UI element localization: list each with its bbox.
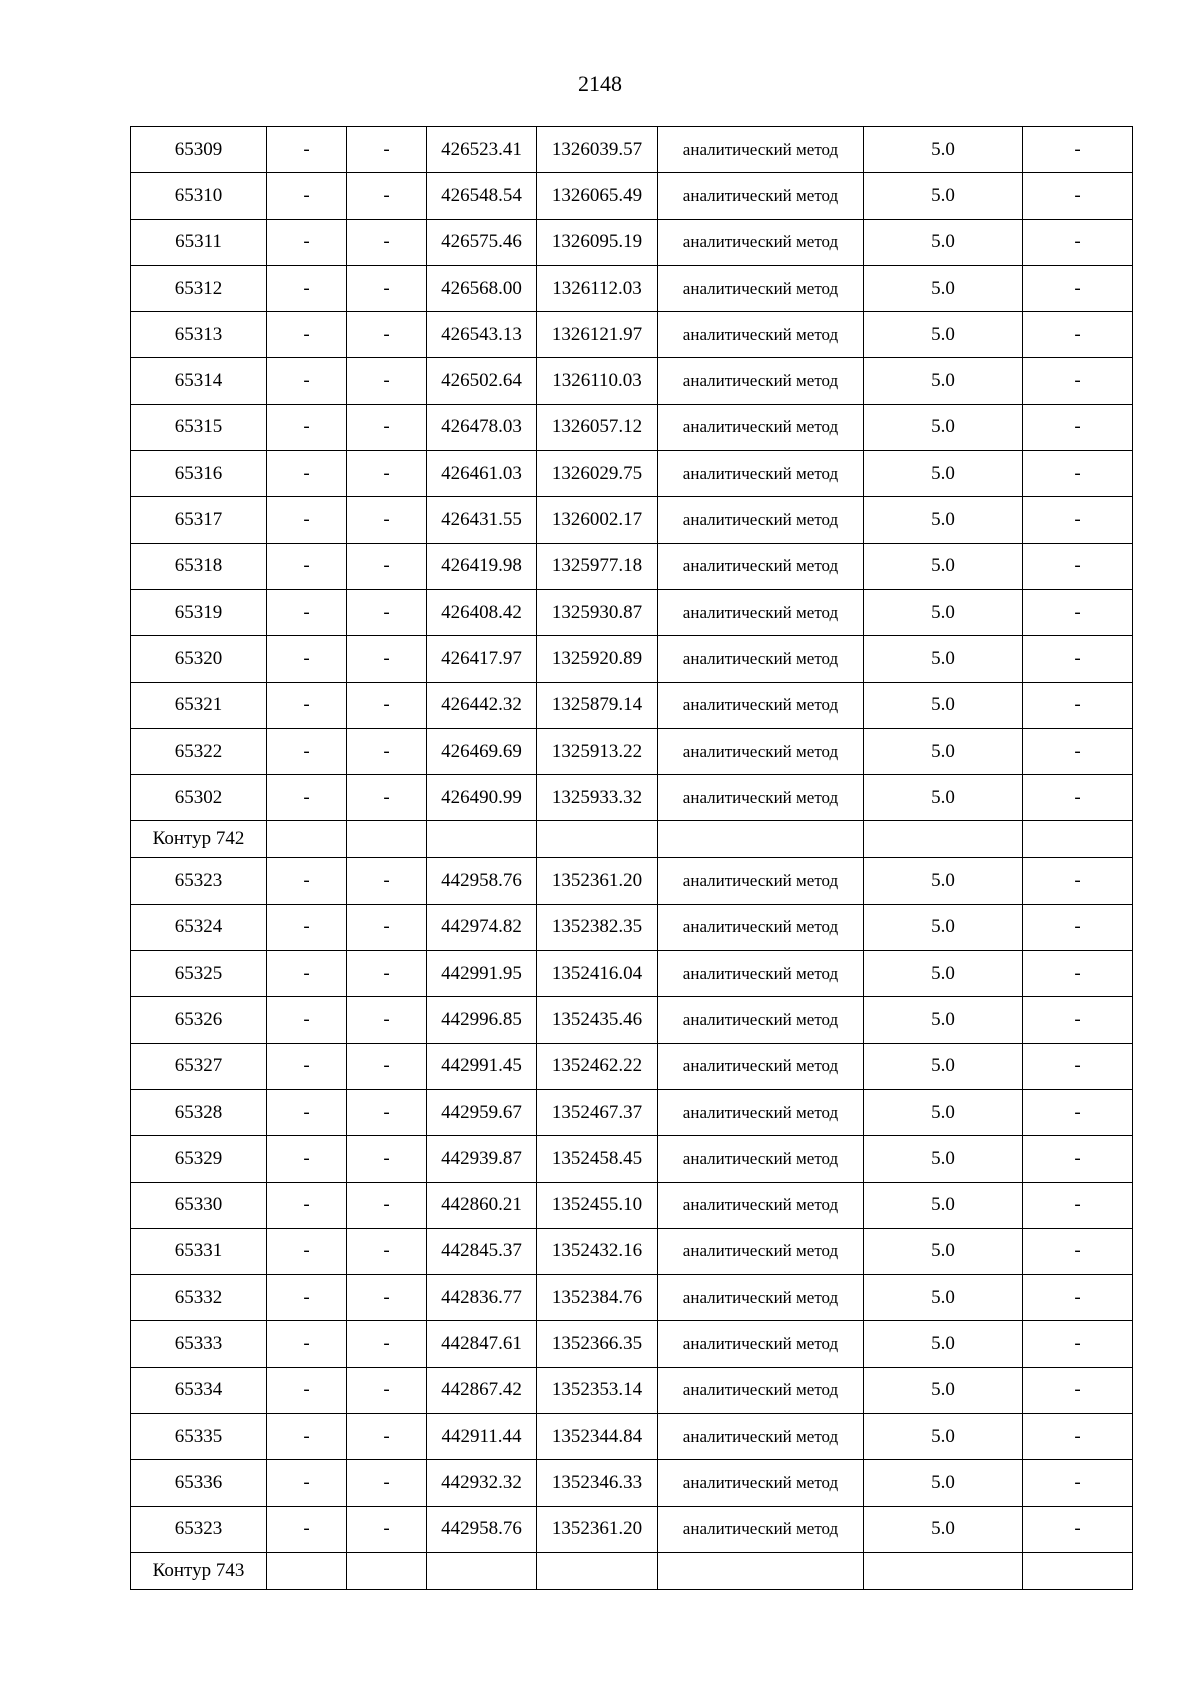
precision-cell: 5.0 bbox=[864, 904, 1023, 950]
point-number-cell: 65332 bbox=[131, 1275, 267, 1321]
empty-dash-cell: - bbox=[1023, 404, 1133, 450]
y-coordinate-cell: 1352458.45 bbox=[537, 1136, 658, 1182]
empty-dash-cell: - bbox=[267, 1460, 347, 1506]
y-coordinate-cell: 1325977.18 bbox=[537, 543, 658, 589]
contour-header-row bbox=[131, 821, 1133, 858]
method-cell: аналитический метод bbox=[658, 497, 864, 543]
point-number-cell: 65335 bbox=[131, 1414, 267, 1460]
empty-cell bbox=[658, 821, 864, 858]
point-number-cell: 65336 bbox=[131, 1460, 267, 1506]
empty-dash-cell: - bbox=[267, 451, 347, 497]
empty-dash-cell: - bbox=[267, 265, 347, 311]
y-coordinate-cell: 1326065.49 bbox=[537, 173, 658, 219]
precision-cell: 5.0 bbox=[864, 997, 1023, 1043]
empty-dash-cell: - bbox=[1023, 1089, 1133, 1135]
contour-label: Контур 743 bbox=[131, 1552, 267, 1589]
table-row bbox=[131, 127, 1133, 173]
empty-dash-cell: - bbox=[347, 997, 427, 1043]
table-row bbox=[131, 497, 1133, 543]
method-cell: аналитический метод bbox=[658, 1228, 864, 1274]
method-cell: аналитический метод bbox=[658, 1506, 864, 1552]
method-cell: аналитический метод bbox=[658, 1089, 864, 1135]
y-coordinate-cell: 1352432.16 bbox=[537, 1228, 658, 1274]
x-coordinate-cell: 442860.21 bbox=[427, 1182, 537, 1228]
x-coordinate-cell: 442867.42 bbox=[427, 1367, 537, 1413]
precision-cell: 5.0 bbox=[864, 1460, 1023, 1506]
empty-dash-cell: - bbox=[267, 127, 347, 173]
empty-dash-cell: - bbox=[1023, 1367, 1133, 1413]
method-cell: аналитический метод bbox=[658, 1275, 864, 1321]
point-number-cell: 65331 bbox=[131, 1228, 267, 1274]
x-coordinate-cell: 442996.85 bbox=[427, 997, 537, 1043]
method-cell: аналитический метод bbox=[658, 904, 864, 950]
empty-cell bbox=[1023, 821, 1133, 858]
x-coordinate-cell: 426478.03 bbox=[427, 404, 537, 450]
precision-cell: 5.0 bbox=[864, 1043, 1023, 1089]
empty-cell bbox=[267, 821, 347, 858]
x-coordinate-cell: 426431.55 bbox=[427, 497, 537, 543]
empty-dash-cell: - bbox=[347, 1367, 427, 1413]
method-cell: аналитический метод bbox=[658, 858, 864, 904]
y-coordinate-cell: 1326110.03 bbox=[537, 358, 658, 404]
point-number-cell: 65325 bbox=[131, 951, 267, 997]
y-coordinate-cell: 1352455.10 bbox=[537, 1182, 658, 1228]
method-cell: аналитический метод bbox=[658, 775, 864, 821]
y-coordinate-cell: 1352344.84 bbox=[537, 1414, 658, 1460]
y-coordinate-cell: 1325913.22 bbox=[537, 728, 658, 774]
empty-dash-cell: - bbox=[1023, 1228, 1133, 1274]
empty-dash-cell: - bbox=[347, 497, 427, 543]
method-cell: аналитический метод bbox=[658, 451, 864, 497]
empty-cell bbox=[864, 821, 1023, 858]
precision-cell: 5.0 bbox=[864, 951, 1023, 997]
point-number-cell: 65310 bbox=[131, 173, 267, 219]
point-number-cell: 65315 bbox=[131, 404, 267, 450]
table-row bbox=[131, 404, 1133, 450]
empty-dash-cell: - bbox=[267, 589, 347, 635]
y-coordinate-cell: 1352384.76 bbox=[537, 1275, 658, 1321]
point-number-cell: 65326 bbox=[131, 997, 267, 1043]
y-coordinate-cell: 1352361.20 bbox=[537, 1506, 658, 1552]
table-row bbox=[131, 358, 1133, 404]
empty-dash-cell: - bbox=[267, 775, 347, 821]
precision-cell: 5.0 bbox=[864, 497, 1023, 543]
y-coordinate-cell: 1352435.46 bbox=[537, 997, 658, 1043]
table-row bbox=[131, 173, 1133, 219]
empty-dash-cell: - bbox=[347, 219, 427, 265]
empty-dash-cell: - bbox=[1023, 636, 1133, 682]
precision-cell: 5.0 bbox=[864, 1089, 1023, 1135]
y-coordinate-cell: 1352467.37 bbox=[537, 1089, 658, 1135]
precision-cell: 5.0 bbox=[864, 265, 1023, 311]
precision-cell: 5.0 bbox=[864, 682, 1023, 728]
table-row bbox=[131, 1089, 1133, 1135]
empty-dash-cell: - bbox=[267, 636, 347, 682]
point-number-cell: 65319 bbox=[131, 589, 267, 635]
empty-cell bbox=[537, 821, 658, 858]
empty-dash-cell: - bbox=[1023, 1506, 1133, 1552]
point-number-cell: 65322 bbox=[131, 728, 267, 774]
empty-dash-cell: - bbox=[267, 858, 347, 904]
x-coordinate-cell: 442845.37 bbox=[427, 1228, 537, 1274]
page-number: 2148 bbox=[578, 71, 622, 96]
empty-dash-cell: - bbox=[1023, 951, 1133, 997]
empty-cell bbox=[347, 821, 427, 858]
empty-dash-cell: - bbox=[1023, 1043, 1133, 1089]
empty-dash-cell: - bbox=[1023, 682, 1133, 728]
method-cell: аналитический метод bbox=[658, 312, 864, 358]
x-coordinate-cell: 426461.03 bbox=[427, 451, 537, 497]
empty-dash-cell: - bbox=[1023, 219, 1133, 265]
method-cell: аналитический метод bbox=[658, 358, 864, 404]
y-coordinate-cell: 1352382.35 bbox=[537, 904, 658, 950]
empty-dash-cell: - bbox=[267, 497, 347, 543]
x-coordinate-cell: 442991.95 bbox=[427, 951, 537, 997]
table-row bbox=[131, 451, 1133, 497]
empty-dash-cell: - bbox=[1023, 497, 1133, 543]
empty-cell bbox=[267, 1552, 347, 1589]
empty-dash-cell: - bbox=[347, 543, 427, 589]
empty-cell bbox=[427, 821, 537, 858]
empty-dash-cell: - bbox=[1023, 775, 1133, 821]
method-cell: аналитический метод bbox=[658, 682, 864, 728]
table-row bbox=[131, 1506, 1133, 1552]
table-row bbox=[131, 951, 1133, 997]
method-cell: аналитический метод bbox=[658, 1043, 864, 1089]
method-cell: аналитический метод bbox=[658, 173, 864, 219]
x-coordinate-cell: 426575.46 bbox=[427, 219, 537, 265]
y-coordinate-cell: 1325933.32 bbox=[537, 775, 658, 821]
contour-header-row bbox=[131, 1552, 1133, 1589]
empty-dash-cell: - bbox=[267, 1043, 347, 1089]
x-coordinate-cell: 442959.67 bbox=[427, 1089, 537, 1135]
method-cell: аналитический метод bbox=[658, 265, 864, 311]
empty-cell bbox=[537, 1552, 658, 1589]
point-number-cell: 65323 bbox=[131, 858, 267, 904]
empty-dash-cell: - bbox=[1023, 1321, 1133, 1367]
point-number-cell: 65324 bbox=[131, 904, 267, 950]
precision-cell: 5.0 bbox=[864, 219, 1023, 265]
empty-dash-cell: - bbox=[1023, 451, 1133, 497]
method-cell: аналитический метод bbox=[658, 219, 864, 265]
empty-dash-cell: - bbox=[267, 1089, 347, 1135]
y-coordinate-cell: 1325930.87 bbox=[537, 589, 658, 635]
empty-cell bbox=[427, 1552, 537, 1589]
empty-dash-cell: - bbox=[267, 404, 347, 450]
empty-dash-cell: - bbox=[347, 1275, 427, 1321]
x-coordinate-cell: 442932.32 bbox=[427, 1460, 537, 1506]
empty-dash-cell: - bbox=[267, 1506, 347, 1552]
method-cell: аналитический метод bbox=[658, 997, 864, 1043]
method-cell: аналитический метод bbox=[658, 1321, 864, 1367]
x-coordinate-cell: 426442.32 bbox=[427, 682, 537, 728]
precision-cell: 5.0 bbox=[864, 127, 1023, 173]
empty-dash-cell: - bbox=[1023, 127, 1133, 173]
precision-cell: 5.0 bbox=[864, 1506, 1023, 1552]
table-row bbox=[131, 589, 1133, 635]
empty-dash-cell: - bbox=[267, 682, 347, 728]
x-coordinate-cell: 426523.41 bbox=[427, 127, 537, 173]
point-number-cell: 65316 bbox=[131, 451, 267, 497]
empty-dash-cell: - bbox=[347, 127, 427, 173]
point-number-cell: 65333 bbox=[131, 1321, 267, 1367]
empty-dash-cell: - bbox=[1023, 173, 1133, 219]
method-cell: аналитический метод bbox=[658, 1367, 864, 1413]
empty-dash-cell: - bbox=[347, 1228, 427, 1274]
empty-cell bbox=[658, 1552, 864, 1589]
point-number-cell: 65317 bbox=[131, 497, 267, 543]
precision-cell: 5.0 bbox=[864, 1182, 1023, 1228]
y-coordinate-cell: 1325879.14 bbox=[537, 682, 658, 728]
x-coordinate-cell: 442974.82 bbox=[427, 904, 537, 950]
empty-dash-cell: - bbox=[347, 265, 427, 311]
point-number-cell: 65311 bbox=[131, 219, 267, 265]
empty-dash-cell: - bbox=[347, 1321, 427, 1367]
point-number-cell: 65320 bbox=[131, 636, 267, 682]
empty-cell bbox=[347, 1552, 427, 1589]
precision-cell: 5.0 bbox=[864, 543, 1023, 589]
table-row bbox=[131, 1043, 1133, 1089]
table-row bbox=[131, 728, 1133, 774]
empty-cell bbox=[1023, 1552, 1133, 1589]
table-row bbox=[131, 1367, 1133, 1413]
table-row bbox=[131, 997, 1133, 1043]
empty-dash-cell: - bbox=[267, 997, 347, 1043]
y-coordinate-cell: 1352346.33 bbox=[537, 1460, 658, 1506]
empty-dash-cell: - bbox=[1023, 312, 1133, 358]
empty-dash-cell: - bbox=[1023, 1275, 1133, 1321]
empty-dash-cell: - bbox=[1023, 265, 1133, 311]
x-coordinate-cell: 426548.54 bbox=[427, 173, 537, 219]
precision-cell: 5.0 bbox=[864, 1228, 1023, 1274]
empty-dash-cell: - bbox=[347, 589, 427, 635]
empty-dash-cell: - bbox=[1023, 543, 1133, 589]
method-cell: аналитический метод bbox=[658, 404, 864, 450]
precision-cell: 5.0 bbox=[864, 1275, 1023, 1321]
y-coordinate-cell: 1325920.89 bbox=[537, 636, 658, 682]
precision-cell: 5.0 bbox=[864, 358, 1023, 404]
empty-dash-cell: - bbox=[1023, 589, 1133, 635]
x-coordinate-cell: 442911.44 bbox=[427, 1414, 537, 1460]
method-cell: аналитический метод bbox=[658, 728, 864, 774]
y-coordinate-cell: 1326039.57 bbox=[537, 127, 658, 173]
point-number-cell: 65312 bbox=[131, 265, 267, 311]
method-cell: аналитический метод bbox=[658, 127, 864, 173]
empty-dash-cell: - bbox=[1023, 904, 1133, 950]
empty-dash-cell: - bbox=[347, 1089, 427, 1135]
point-number-cell: 65330 bbox=[131, 1182, 267, 1228]
y-coordinate-cell: 1352366.35 bbox=[537, 1321, 658, 1367]
precision-cell: 5.0 bbox=[864, 1136, 1023, 1182]
x-coordinate-cell: 442991.45 bbox=[427, 1043, 537, 1089]
empty-dash-cell: - bbox=[1023, 1182, 1133, 1228]
empty-dash-cell: - bbox=[267, 219, 347, 265]
y-coordinate-cell: 1352416.04 bbox=[537, 951, 658, 997]
table-row bbox=[131, 1136, 1133, 1182]
table-row bbox=[131, 1228, 1133, 1274]
x-coordinate-cell: 426417.97 bbox=[427, 636, 537, 682]
y-coordinate-cell: 1326057.12 bbox=[537, 404, 658, 450]
empty-dash-cell: - bbox=[267, 1228, 347, 1274]
x-coordinate-cell: 426408.42 bbox=[427, 589, 537, 635]
x-coordinate-cell: 426419.98 bbox=[427, 543, 537, 589]
y-coordinate-cell: 1352353.14 bbox=[537, 1367, 658, 1413]
empty-dash-cell: - bbox=[347, 312, 427, 358]
x-coordinate-cell: 426490.99 bbox=[427, 775, 537, 821]
point-number-cell: 65302 bbox=[131, 775, 267, 821]
x-coordinate-cell: 442958.76 bbox=[427, 858, 537, 904]
method-cell: аналитический метод bbox=[658, 543, 864, 589]
empty-dash-cell: - bbox=[267, 1414, 347, 1460]
x-coordinate-cell: 426502.64 bbox=[427, 358, 537, 404]
precision-cell: 5.0 bbox=[864, 1367, 1023, 1413]
table-row bbox=[131, 775, 1133, 821]
x-coordinate-cell: 426469.69 bbox=[427, 728, 537, 774]
point-number-cell: 65313 bbox=[131, 312, 267, 358]
table-row bbox=[131, 858, 1133, 904]
precision-cell: 5.0 bbox=[864, 858, 1023, 904]
empty-dash-cell: - bbox=[267, 1321, 347, 1367]
table-row bbox=[131, 682, 1133, 728]
empty-dash-cell: - bbox=[267, 1367, 347, 1413]
table-row bbox=[131, 636, 1133, 682]
x-coordinate-cell: 442836.77 bbox=[427, 1275, 537, 1321]
y-coordinate-cell: 1326002.17 bbox=[537, 497, 658, 543]
y-coordinate-cell: 1326095.19 bbox=[537, 219, 658, 265]
precision-cell: 5.0 bbox=[864, 775, 1023, 821]
y-coordinate-cell: 1326029.75 bbox=[537, 451, 658, 497]
empty-dash-cell: - bbox=[347, 1506, 427, 1552]
method-cell: аналитический метод bbox=[658, 1136, 864, 1182]
empty-dash-cell: - bbox=[347, 1414, 427, 1460]
table-row bbox=[131, 1414, 1133, 1460]
y-coordinate-cell: 1352462.22 bbox=[537, 1043, 658, 1089]
empty-dash-cell: - bbox=[267, 728, 347, 774]
point-number-cell: 65314 bbox=[131, 358, 267, 404]
empty-dash-cell: - bbox=[347, 1043, 427, 1089]
method-cell: аналитический метод bbox=[658, 1460, 864, 1506]
table-body bbox=[131, 127, 1133, 1590]
y-coordinate-cell: 1352361.20 bbox=[537, 858, 658, 904]
table-row bbox=[131, 1182, 1133, 1228]
precision-cell: 5.0 bbox=[864, 173, 1023, 219]
point-number-cell: 65327 bbox=[131, 1043, 267, 1089]
empty-dash-cell: - bbox=[347, 682, 427, 728]
x-coordinate-cell: 426543.13 bbox=[427, 312, 537, 358]
table-row bbox=[131, 543, 1133, 589]
empty-dash-cell: - bbox=[1023, 1414, 1133, 1460]
empty-dash-cell: - bbox=[267, 1182, 347, 1228]
precision-cell: 5.0 bbox=[864, 451, 1023, 497]
empty-dash-cell: - bbox=[347, 1182, 427, 1228]
precision-cell: 5.0 bbox=[864, 728, 1023, 774]
precision-cell: 5.0 bbox=[864, 1321, 1023, 1367]
method-cell: аналитический метод bbox=[658, 1182, 864, 1228]
method-cell: аналитический метод bbox=[658, 636, 864, 682]
empty-dash-cell: - bbox=[1023, 358, 1133, 404]
empty-dash-cell: - bbox=[267, 173, 347, 219]
method-cell: аналитический метод bbox=[658, 1414, 864, 1460]
table-row bbox=[131, 312, 1133, 358]
y-coordinate-cell: 1326112.03 bbox=[537, 265, 658, 311]
empty-dash-cell: - bbox=[347, 1460, 427, 1506]
empty-dash-cell: - bbox=[267, 1275, 347, 1321]
empty-dash-cell: - bbox=[1023, 1460, 1133, 1506]
empty-dash-cell: - bbox=[347, 775, 427, 821]
contour-label: Контур 742 bbox=[131, 821, 267, 858]
precision-cell: 5.0 bbox=[864, 636, 1023, 682]
empty-dash-cell: - bbox=[347, 858, 427, 904]
empty-dash-cell: - bbox=[347, 1136, 427, 1182]
empty-dash-cell: - bbox=[267, 904, 347, 950]
x-coordinate-cell: 442958.76 bbox=[427, 1506, 537, 1552]
table-row bbox=[131, 1321, 1133, 1367]
empty-dash-cell: - bbox=[267, 543, 347, 589]
empty-dash-cell: - bbox=[267, 1136, 347, 1182]
x-coordinate-cell: 426568.00 bbox=[427, 265, 537, 311]
empty-dash-cell: - bbox=[347, 451, 427, 497]
method-cell: аналитический метод bbox=[658, 951, 864, 997]
empty-cell bbox=[864, 1552, 1023, 1589]
coordinates-table bbox=[130, 126, 1133, 1590]
precision-cell: 5.0 bbox=[864, 312, 1023, 358]
point-number-cell: 65328 bbox=[131, 1089, 267, 1135]
precision-cell: 5.0 bbox=[864, 589, 1023, 635]
empty-dash-cell: - bbox=[1023, 1136, 1133, 1182]
y-coordinate-cell: 1326121.97 bbox=[537, 312, 658, 358]
table-row bbox=[131, 1275, 1133, 1321]
empty-dash-cell: - bbox=[1023, 997, 1133, 1043]
empty-dash-cell: - bbox=[267, 312, 347, 358]
empty-dash-cell: - bbox=[347, 636, 427, 682]
empty-dash-cell: - bbox=[347, 728, 427, 774]
point-number-cell: 65329 bbox=[131, 1136, 267, 1182]
precision-cell: 5.0 bbox=[864, 404, 1023, 450]
point-number-cell: 65318 bbox=[131, 543, 267, 589]
x-coordinate-cell: 442939.87 bbox=[427, 1136, 537, 1182]
precision-cell: 5.0 bbox=[864, 1414, 1023, 1460]
empty-dash-cell: - bbox=[347, 173, 427, 219]
point-number-cell: 65309 bbox=[131, 127, 267, 173]
point-number-cell: 65323 bbox=[131, 1506, 267, 1552]
empty-dash-cell: - bbox=[347, 904, 427, 950]
point-number-cell: 65321 bbox=[131, 682, 267, 728]
empty-dash-cell: - bbox=[347, 358, 427, 404]
table-row bbox=[131, 219, 1133, 265]
table-row bbox=[131, 265, 1133, 311]
empty-dash-cell: - bbox=[347, 951, 427, 997]
empty-dash-cell: - bbox=[267, 951, 347, 997]
table-row bbox=[131, 1460, 1133, 1506]
table-row bbox=[131, 904, 1133, 950]
x-coordinate-cell: 442847.61 bbox=[427, 1321, 537, 1367]
empty-dash-cell: - bbox=[267, 358, 347, 404]
empty-dash-cell: - bbox=[1023, 728, 1133, 774]
empty-dash-cell: - bbox=[1023, 858, 1133, 904]
point-number-cell: 65334 bbox=[131, 1367, 267, 1413]
method-cell: аналитический метод bbox=[658, 589, 864, 635]
empty-dash-cell: - bbox=[347, 404, 427, 450]
